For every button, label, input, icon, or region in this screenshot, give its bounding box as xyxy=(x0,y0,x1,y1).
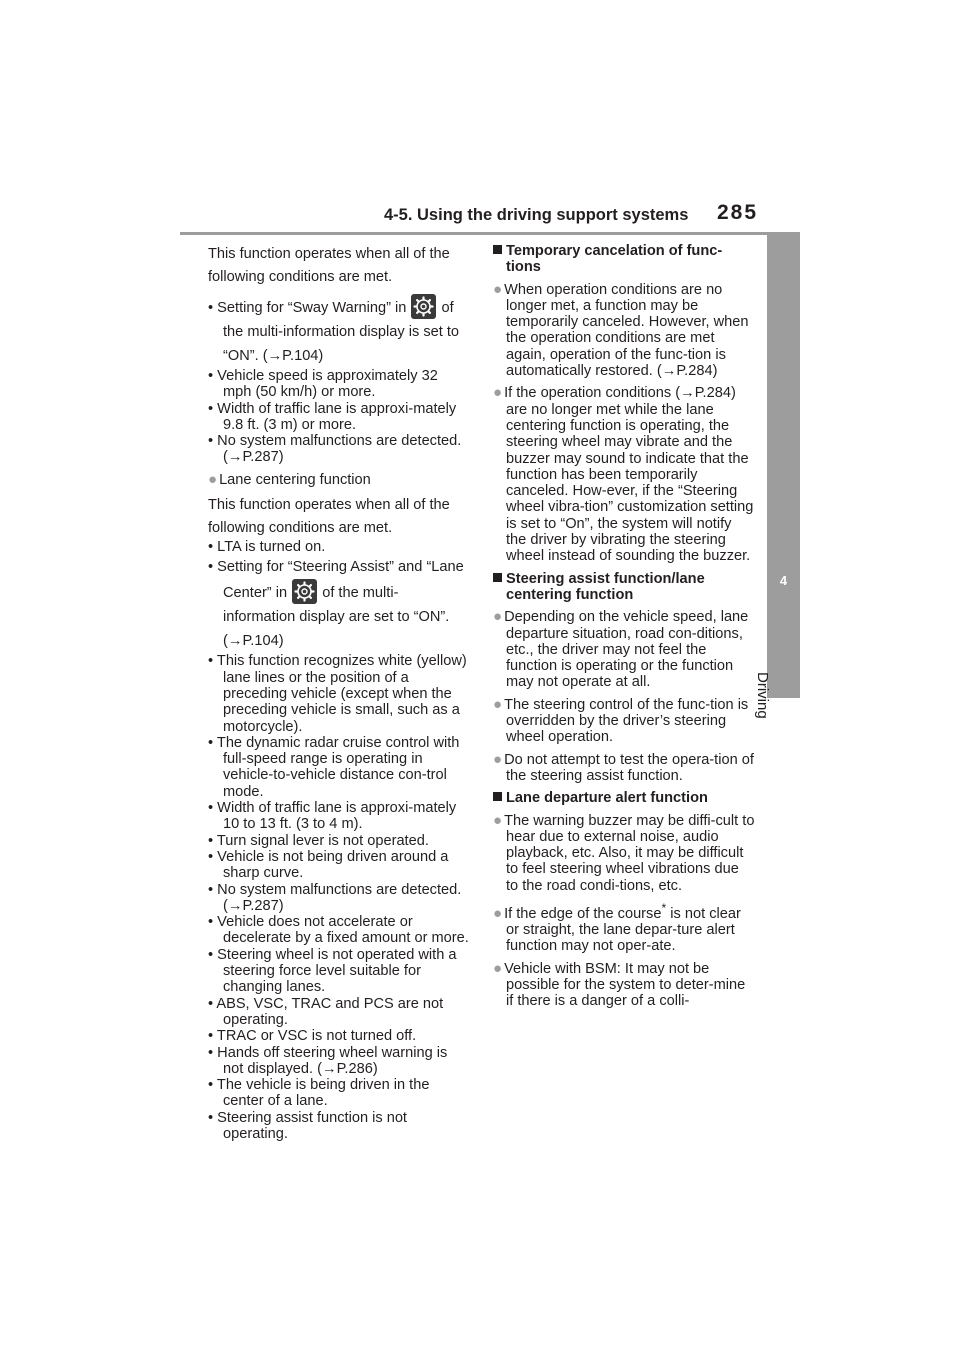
square-bullet-icon xyxy=(493,792,502,801)
footnote-marker: * xyxy=(661,900,667,915)
bullet-circle-icon: ● xyxy=(493,695,503,713)
condition-item: • LTA is turned on. xyxy=(208,539,326,556)
section-heading: Lane departure alert function xyxy=(493,790,755,806)
bullet-circle-icon: ● xyxy=(493,384,503,402)
condition-item: • ABS, VSC, TRAC and PCS are not operating. xyxy=(208,995,444,1028)
section-heading: Temporary cancelation of func-tions xyxy=(493,243,755,276)
condition-item: • TRAC or VSC is not turned off. xyxy=(208,1028,417,1045)
note-item: ● If the edge of the course* is not clear or straight, the lane depar-ture alert function may not oper-ate. xyxy=(493,900,741,955)
condition-item: • Vehicle speed is approximately 32 mph (50 km/h) or more. xyxy=(208,368,438,401)
bullet-circle-icon: ● xyxy=(493,811,503,829)
bullet-circle-icon: ● xyxy=(493,904,503,922)
condition-item: • This function recognizes white (yellow) lane lines or the position of a preceding vehicle (except when the preceding vehicle is small, such as a motorcycle). xyxy=(208,653,467,735)
square-bullet-icon xyxy=(493,245,502,254)
right-column xyxy=(493,243,755,1010)
bullet-circle-icon: ● xyxy=(493,280,503,298)
condition-item: • The vehicle is being driven in the center of a lane. xyxy=(208,1077,430,1110)
lane-centering-heading: ● Lane centering function xyxy=(208,470,371,488)
note-item: ● Vehicle with BSM: It may not be possible for the system to deter-mine if there is a danger of a colli- xyxy=(493,959,746,1010)
condition-item: • Turn signal lever is not operated. xyxy=(208,832,429,849)
note-item: ● If the operation conditions (→P.284) are no longer met while the lane centering function is operating, the steering wheel may vibrate and the buzzer may sound to indicate that the function has been temporarily canceled. How-ever, if the “Steering wheel vibra-tion” customization setting is set to “On”, the system will notify the driver by vibrating the steering wheel instead of sounding the buzzer. xyxy=(493,384,754,565)
chapter-label: Driving xyxy=(754,672,771,719)
condition-item: • Setting for “Steering Assist” and “Lane Center” in of the multi-information display are set to “ON”. (→P.104) xyxy=(208,559,464,650)
condition-item: • Width of traffic lane is approxi-mately 10 to 13 ft. (3 to 4 m). xyxy=(208,800,457,833)
note-item: ● The warning buzzer may be diffi-cult to hear due to external noise, audio playback, etc. Also, it may be difficult to feel steering wheel vibrations due to the road condi-tions, etc. xyxy=(493,811,755,894)
paragraph: This function operates when all of the following conditions are met. xyxy=(208,497,450,536)
left-column xyxy=(208,243,470,1142)
bullet-circle-icon: ● xyxy=(493,959,503,977)
settings-gear-icon xyxy=(411,294,436,319)
chapter-number: 4 xyxy=(779,573,788,588)
square-bullet-icon xyxy=(493,573,502,582)
settings-gear-icon xyxy=(292,579,317,604)
header-rule xyxy=(180,232,800,235)
note-item: ● Do not attempt to test the opera-tion of the steering assist function. xyxy=(493,750,754,784)
condition-item: • Setting for “Sway Warning” in of the multi-information display is set to “ON”. (→P.104) xyxy=(208,294,470,368)
note-item: ● When operation conditions are no longer met, a function may be temporarily canceled. However, when the operation conditions are met again, operation of the func-tion is automatically restored. (→P.284) xyxy=(493,280,749,380)
condition-item: • Hands off steering wheel warning is not displayed. (→P.286) xyxy=(208,1044,448,1077)
bullet-circle-icon: ● xyxy=(493,608,503,626)
note-item: ● Depending on the vehicle speed, lane departure situation, road con-ditions, etc., the driver may not feel the function is operating or the function may not operate at all. xyxy=(493,608,749,691)
condition-item: • The dynamic radar cruise control with full-speed range is operating in vehicle-to-vehicle distance con-trol mode. xyxy=(208,734,460,800)
condition-item: • No system malfunctions are detected. (→P.287) xyxy=(208,433,462,466)
section-title: 4-5. Using the driving support systems xyxy=(384,206,689,224)
condition-item: • Steering assist function is not operating. xyxy=(208,1109,407,1142)
page-number: 285 xyxy=(717,201,759,224)
condition-item: • No system malfunctions are detected. (→P.287) xyxy=(208,881,462,914)
paragraph: This function operates when all of the following conditions are met. xyxy=(208,246,450,285)
condition-item: • Vehicle is not being driven around a sharp curve. xyxy=(208,848,449,882)
bullet-circle-icon: ● xyxy=(493,750,503,768)
condition-item: • Width of traffic lane is approxi-mately 9.8 ft. (3 m) or more. xyxy=(208,400,457,433)
section-heading: Steering assist function/lane centering function xyxy=(493,571,755,604)
bullet-circle-icon: ● xyxy=(208,470,218,488)
chapter-tab xyxy=(767,235,800,698)
note-item: ● The steering control of the func-tion is overridden by the driver’s steering wheel operation. xyxy=(493,695,749,746)
condition-item: • Vehicle does not accelerate or decelerate by a fixed amount or more. xyxy=(208,914,469,947)
condition-item: • Steering wheel is not operated with a steering force level suitable for changing lanes. xyxy=(208,946,457,996)
